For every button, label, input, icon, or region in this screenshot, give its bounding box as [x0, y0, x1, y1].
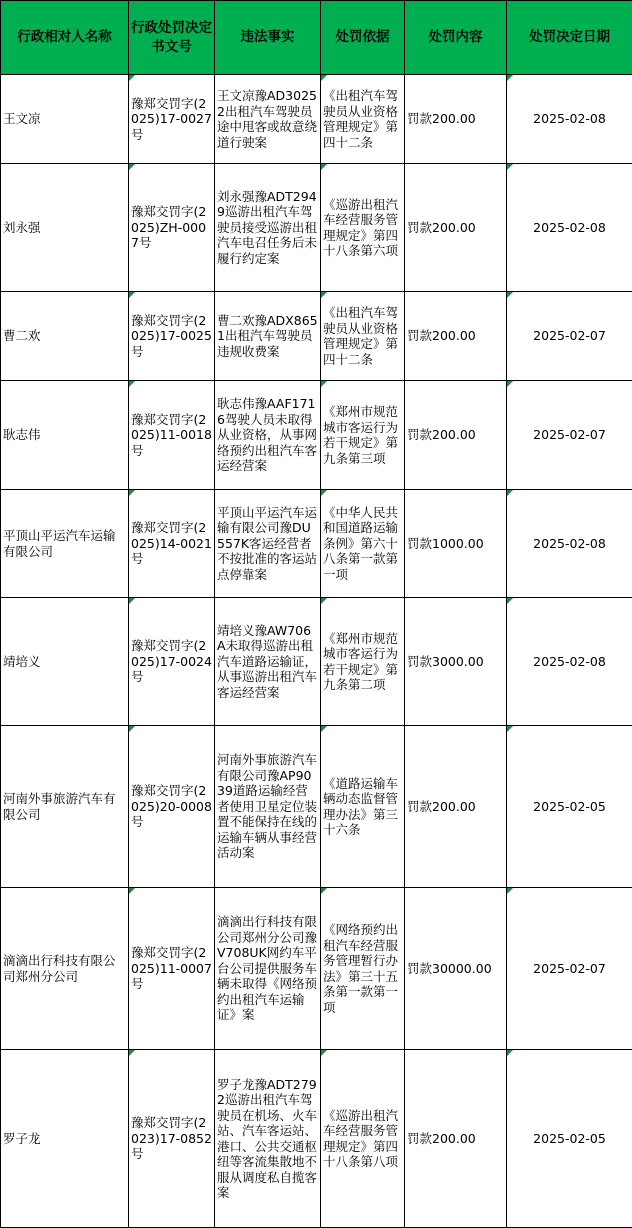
table-row — [1, 490, 632, 598]
decision-date-cell: 2025-02-08 — [507, 490, 632, 598]
party-name-cell: 王文凉 — [1, 75, 129, 164]
penalty-basis-cell: 《道路运输车辆动态监督管理办法》第三十六条 — [321, 726, 405, 888]
table-row — [1, 598, 632, 726]
penalty-content-cell: 罚款200.00 — [405, 164, 507, 292]
penalty-content-cell: 罚款30000.00 — [405, 888, 507, 1050]
decision-date-cell: 2025-02-08 — [507, 75, 632, 164]
decision-number-cell: 豫郑交罚字(2025)11-0018号 — [129, 381, 215, 490]
penalty-content-cell: 罚款1000.00 — [405, 490, 507, 598]
violation-facts-cell: 王文凉豫AD30252出租汽车驾驶员途中甩客或故意绕道行驶案 — [215, 75, 321, 164]
header-penalty-content: 处罚内容 — [405, 1, 507, 75]
header-decision-number: 行政处罚决定书文号 — [129, 1, 215, 75]
table-row — [1, 726, 632, 888]
penalty-basis-cell: 《出租汽车驾驶员从业资格管理规定》第四十二条 — [321, 75, 405, 164]
table-row — [1, 75, 632, 164]
penalty-basis-cell: 《巡游出租汽车经营服务管理规定》第四十八条第八项 — [321, 1050, 405, 1228]
violation-facts-cell: 刘永强豫ADT2949巡游出租汽车驾驶员接受巡游出租汽车电召任务后未履行约定案 — [215, 164, 321, 292]
party-name-cell: 滴滴出行科技有限公司郑州分公司 — [1, 888, 129, 1050]
decision-number-cell: 豫郑交罚字(2025)14-0021号 — [129, 490, 215, 598]
party-name-cell: 耿志伟 — [1, 381, 129, 490]
decision-number-cell: 豫郑交罚字(2025)20-0008号 — [129, 726, 215, 888]
decision-date-cell: 2025-02-07 — [507, 292, 632, 381]
penalty-basis-cell: 《巡游出租汽车经营服务管理规定》第四十八条第六项 — [321, 164, 405, 292]
penalty-basis-cell: 《出租汽车驾驶员从业资格管理规定》第四十二条 — [321, 292, 405, 381]
violation-facts-cell: 河南外事旅游汽车有限公司豫AP9039道路运输经营者使用卫星定位装置不能保持在线的运输车辆从事经营活动案 — [215, 726, 321, 888]
table-row — [1, 381, 632, 490]
violation-facts-cell: 耿志伟豫AAF1716驾驶人员未取得从业资格，从事网络预约出租汽车客运经营案 — [215, 381, 321, 490]
penalty-basis-cell: 《中华人民共和国道路运输条例》第六十八条第一款第一项 — [321, 490, 405, 598]
decision-number-cell: 豫郑交罚字(2025)17-0025号 — [129, 292, 215, 381]
violation-facts-cell: 滴滴出行科技有限公司郑州分公司豫V708UK网约车平台公司提供服务车辆未取得《网络预约出租汽车运输证》案 — [215, 888, 321, 1050]
party-name-cell: 河南外事旅游汽车有限公司 — [1, 726, 129, 888]
violation-facts-cell: 平顶山平运汽车运输有限公司豫DU557K客运经营者不按批准的客运站点停靠案 — [215, 490, 321, 598]
decision-date-cell: 2025-02-05 — [507, 726, 632, 888]
party-name-cell: 平顶山平运汽车运输有限公司 — [1, 490, 129, 598]
penalty-basis-cell: 《网络预约出租汽车经营服务管理暂行办法》第三十五条第一款第一项 — [321, 888, 405, 1050]
decision-number-cell: 豫郑交罚字(2025)ZH-0007号 — [129, 164, 215, 292]
decision-date-cell: 2025-02-07 — [507, 888, 632, 1050]
decision-number-cell: 豫郑交罚字(2025)17-0024号 — [129, 598, 215, 726]
penalty-content-cell: 罚款200.00 — [405, 381, 507, 490]
header-decision-date: 处罚决定日期 — [507, 1, 632, 75]
penalty-content-cell: 罚款200.00 — [405, 75, 507, 164]
table-row — [1, 164, 632, 292]
decision-number-cell: 豫郑交罚字(2025)11-0007号 — [129, 888, 215, 1050]
violation-facts-cell: 靖培义豫AW706A未取得巡游出租汽车道路运输证，从事巡游出租汽车客运经营案 — [215, 598, 321, 726]
header-penalty-basis: 处罚依据 — [321, 1, 405, 75]
party-name-cell: 罗子龙 — [1, 1050, 129, 1228]
party-name-cell: 靖培义 — [1, 598, 129, 726]
penalty-basis-cell: 《郑州市规范城市客运行为若干规定》第九条第三项 — [321, 381, 405, 490]
penalty-content-cell: 罚款3000.00 — [405, 598, 507, 726]
decision-date-cell: 2025-02-08 — [507, 598, 632, 726]
table-row — [1, 888, 632, 1050]
header-party-name: 行政相对人名称 — [1, 1, 129, 75]
violation-facts-cell: 罗子龙豫ADT2792巡游出租汽车驾驶员在机场、火车站、汽车客运站、港口、公共交通枢纽等客流集散地不服从调度私自揽客案 — [215, 1050, 321, 1228]
decision-number-cell: 豫郑交罚字(2025)17-0027号 — [129, 75, 215, 164]
penalty-content-cell: 罚款200.00 — [405, 1050, 507, 1228]
penalty-content-cell: 罚款200.00 — [405, 726, 507, 888]
header-row — [1, 1, 632, 75]
party-name-cell: 曹二欢 — [1, 292, 129, 381]
penalty-content-cell: 罚款200.00 — [405, 292, 507, 381]
table-row — [1, 1050, 632, 1228]
table-row — [1, 292, 632, 381]
decision-date-cell: 2025-02-05 — [507, 1050, 632, 1228]
decision-number-cell: 豫郑交罚字(2023)17-0852号 — [129, 1050, 215, 1228]
violation-facts-cell: 曹二欢豫ADX8651出租汽车驾驶员违规收费案 — [215, 292, 321, 381]
decision-date-cell: 2025-02-08 — [507, 164, 632, 292]
party-name-cell: 刘永强 — [1, 164, 129, 292]
decision-date-cell: 2025-02-07 — [507, 381, 632, 490]
header-violation-facts: 违法事实 — [215, 1, 321, 75]
penalty-basis-cell: 《郑州市规范城市客运行为若干规定》第九条第二项 — [321, 598, 405, 726]
